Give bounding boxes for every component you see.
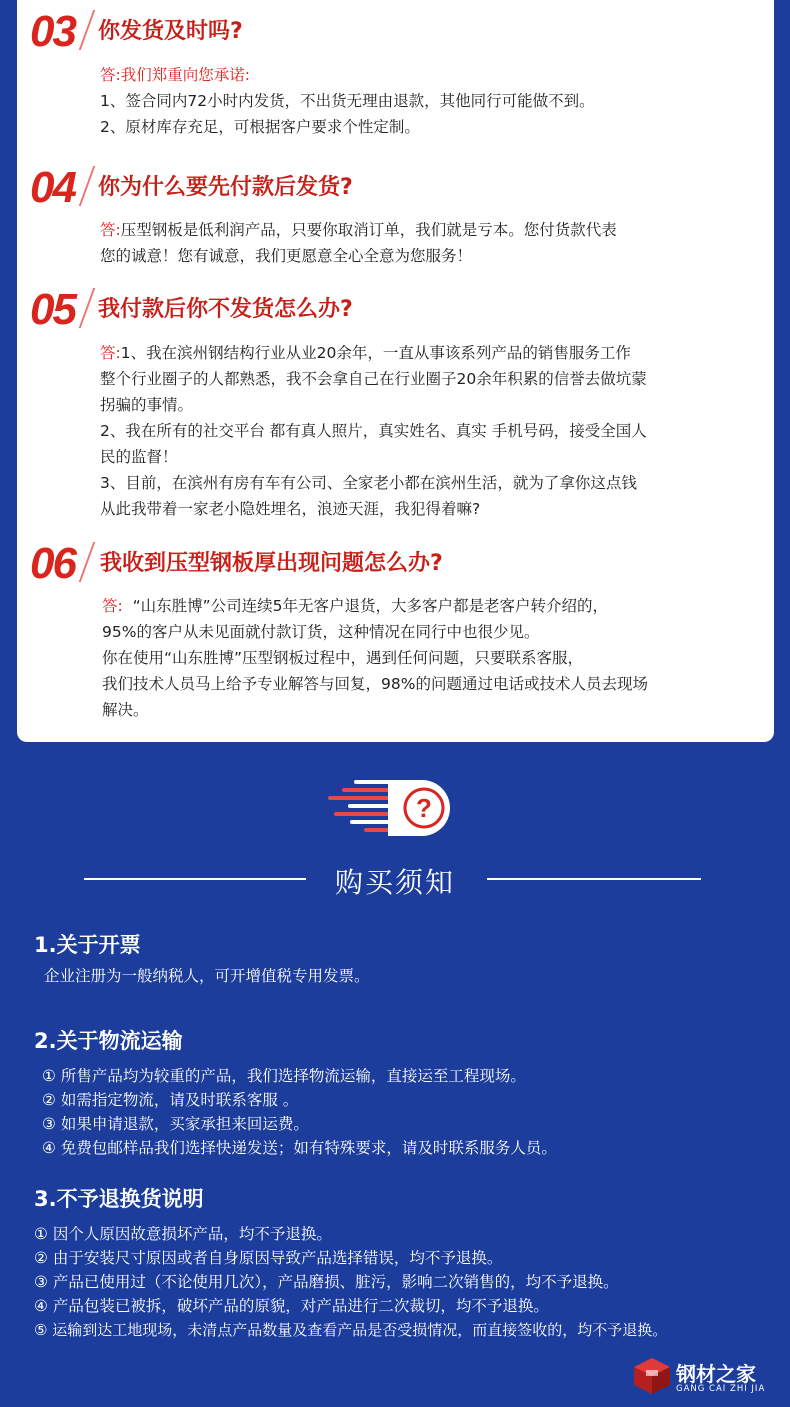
notice-line: ④ 产品包装已被拆，破坏产品的原貌，对产品进行二次裁切，均不予退换。: [34, 1297, 549, 1315]
notice-heading: 1.关于开票: [34, 933, 141, 957]
faq-answer: [100, 62, 760, 140]
faq-answer: [100, 340, 760, 522]
faq-question: 我付款后你不发货怎么办?: [98, 297, 353, 322]
notice-line: ③ 产品已使用过（不论使用几次），产品磨损、脏污，影响二次销售的，均不予退换。: [34, 1273, 619, 1291]
question-icon: [326, 776, 456, 840]
faq-item-06: [30, 540, 760, 592]
notice-line: ② 如需指定物流，请及时联系客服 。: [42, 1091, 299, 1109]
answer-label: 答:: [100, 221, 121, 239]
answer-line: 从此我带着一家老小隐姓埋名，浪迹天涯，我犯得着嘛?: [100, 500, 481, 518]
answer-line: 我们郑重向您承诺:: [120, 66, 250, 84]
notice-heading: 2.关于物流运输: [34, 1029, 183, 1053]
faq-header: [30, 164, 760, 216]
answer-line: 95%的客户从未见面就付款订货，这种情况在同行中也很少见。: [102, 623, 540, 641]
faq-number: 03: [30, 7, 75, 56]
faq-header: [30, 540, 760, 592]
slash-decoration: [79, 542, 96, 582]
faq-number: 05: [30, 285, 75, 334]
faq-header: [30, 8, 760, 60]
answer-line: 拐骗的事情。: [100, 396, 194, 414]
answer-label: 答:: [102, 597, 123, 615]
faq-question: 你为什么要先付款后发货?: [98, 175, 353, 200]
answer-line: 压型钢板是低利润产品，只要你取消订单，我们就是亏本。您付货款代表: [120, 221, 617, 239]
answer-label: 答:: [100, 344, 121, 362]
notice-line: ② 由于安装尺寸原因或者自身原因导致产品选择错误，均不予退换。: [34, 1249, 503, 1267]
faq-answer: [102, 593, 762, 723]
notice-section-returns: [34, 1184, 784, 1342]
title-divider-right: [487, 878, 701, 880]
faq-number: 04: [30, 163, 75, 212]
answer-line: 2、原材库存充足，可根据客户要求个性定制。: [100, 118, 420, 136]
answer-line: 1、我在滨州钢结构行业从业20余年，一直从事该系列产品的销售服务工作: [120, 344, 631, 362]
faq-question: 你发货及时吗?: [98, 19, 243, 44]
cube-logo-icon: [632, 1356, 672, 1396]
faq-number: 06: [30, 539, 75, 588]
answer-line: 整个行业圈子的人都熟悉，我不会拿自己在行业圈子20余年积累的信誉去做坑蒙: [100, 370, 647, 388]
answer-line: 你在使用“山东胜博”压型钢板过程中，遇到任何问题，只要联系客服，: [102, 649, 584, 667]
faq-item-04: [30, 164, 760, 216]
notice-line: 企业注册为一般纳税人，可开增值税专用发票。: [44, 967, 370, 985]
faq-header: [30, 286, 760, 338]
answer-line: 您的诚意！您有诚意，我们更愿意全心全意为您服务！: [100, 247, 473, 265]
svg-text:?: ?: [416, 793, 432, 823]
answer-line: 解决。: [102, 701, 149, 719]
notice-section-invoice: [34, 930, 784, 988]
brand-logo: [632, 1354, 782, 1400]
answer-line: “山东胜博”公司连续5年无客户退货，大多客户都是老客户转介绍的，: [132, 597, 609, 615]
answer-label: 答:: [100, 66, 121, 84]
answer-line: 我们技术人员马上给予专业解答与回复，98%的问题通过电话或技术人员去现场: [102, 675, 648, 693]
slash-decoration: [79, 10, 96, 50]
faq-item-05: [30, 286, 760, 338]
notice-title: 购买须知: [334, 866, 455, 899]
answer-line: 2、我在所有的社交平台 都有真人照片，真实姓名、真实 手机号码，接受全国人: [100, 422, 647, 440]
notice-section-logistics: [34, 1026, 784, 1160]
notice-heading: 3.不予退换货说明: [34, 1187, 204, 1211]
notice-line: ④ 免费包邮样品我们选择快递发送；如有特殊要求，请及时联系服务人员。: [42, 1139, 557, 1157]
answer-line: 3、目前，在滨州有房有车有公司、全家老小都在滨州生活，就为了拿你这点钱: [100, 474, 637, 492]
faq-answer: [100, 217, 760, 269]
slash-decoration: [79, 166, 96, 206]
faq-question: 我收到压型钢板厚出现问题怎么办?: [100, 551, 443, 576]
logo-name: 钢材之家: [676, 1362, 756, 1386]
answer-line: 1、签合同内72小时内发货，不出货无理由退款，其他同行可能做不到。: [100, 92, 595, 110]
notice-line: ③ 如果申请退款，买家承担来回运费。: [42, 1115, 309, 1133]
answer-line: 民的监督！: [100, 448, 178, 466]
notice-line: ① 所售产品均为较重的产品，我们选择物流运输，直接运至工程现场。: [42, 1067, 526, 1085]
notice-title-row: [0, 855, 790, 905]
notice-line: ⑤ 运输到达工地现场，未清点产品数量及查看产品是否受损情况，而直接签收的，均不予退换。: [34, 1321, 668, 1339]
faq-item-03: [30, 8, 760, 60]
notice-line: ① 因个人原因故意损坏产品，均不予退换。: [34, 1225, 332, 1243]
logo-subtitle: GANG CAI ZHI JIA: [676, 1384, 766, 1394]
slash-decoration: [79, 288, 96, 328]
